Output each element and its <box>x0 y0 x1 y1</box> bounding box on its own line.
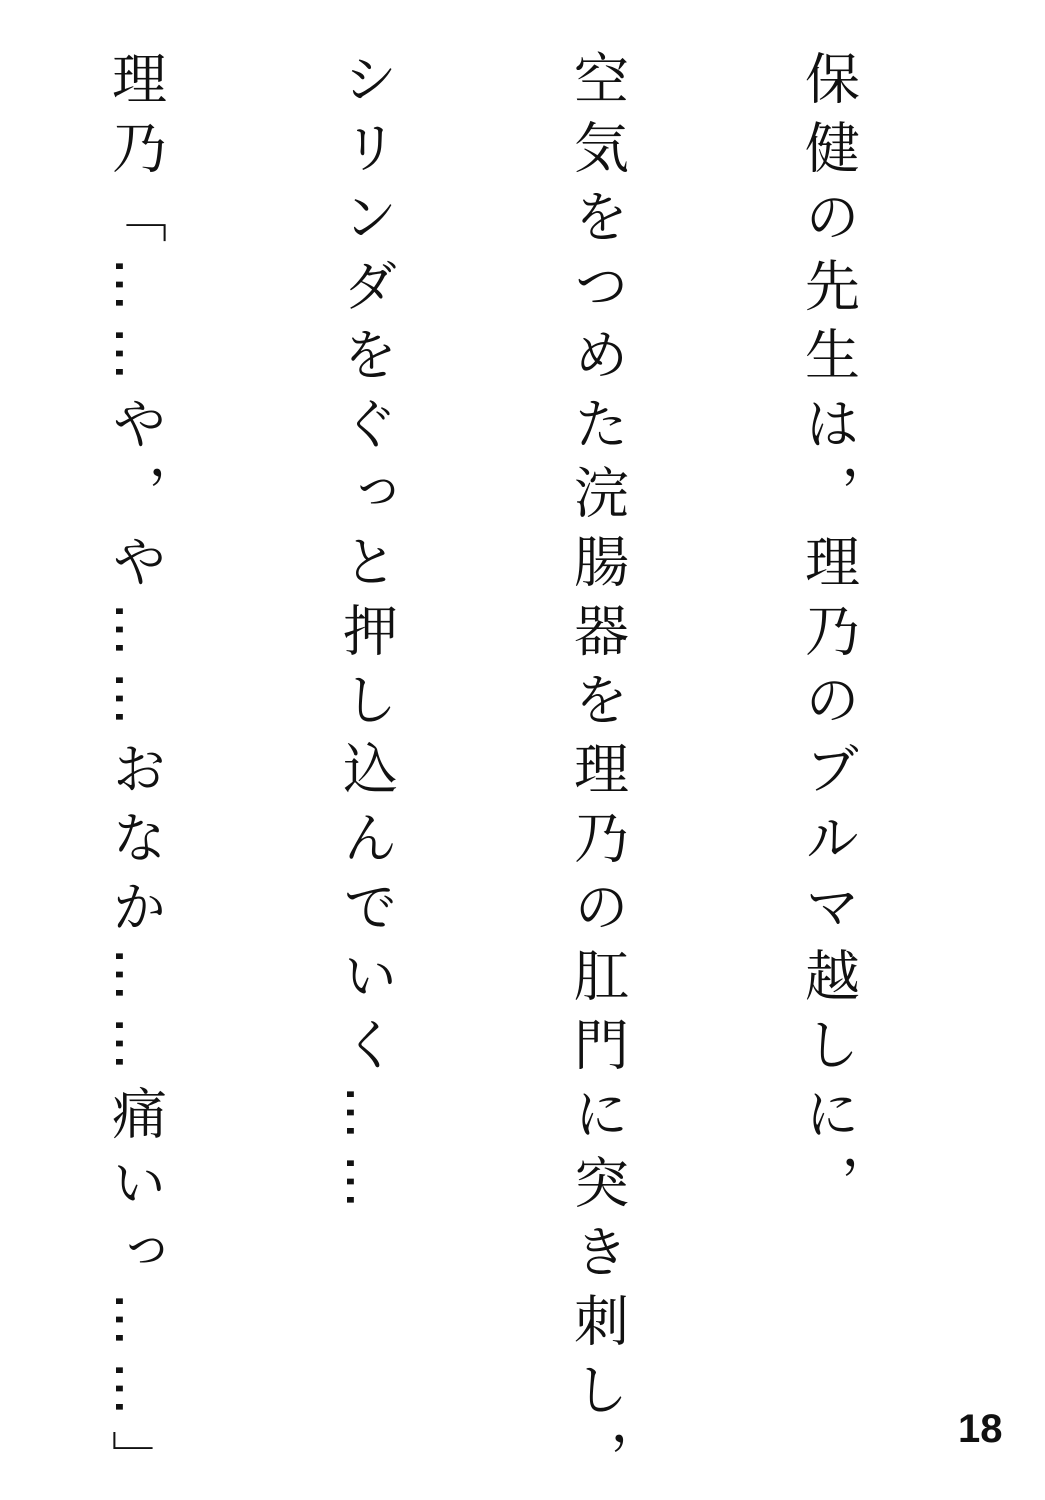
vertical-text-block <box>0 50 1020 1499</box>
text-line-4: 理乃「……や，や……おなか……痛いっ……」 <box>103 50 167 1499</box>
text-line-2: 空気をつめた浣腸器を理乃の肛門に突き刺し， <box>565 50 629 1499</box>
text-line-1: 保健の先生は，理乃のブルマ越しに， <box>796 50 860 1223</box>
text-line-3: シリンダをぐっと押し込んでいく…… <box>334 50 398 1223</box>
page-number: 18 <box>958 1407 1003 1451</box>
